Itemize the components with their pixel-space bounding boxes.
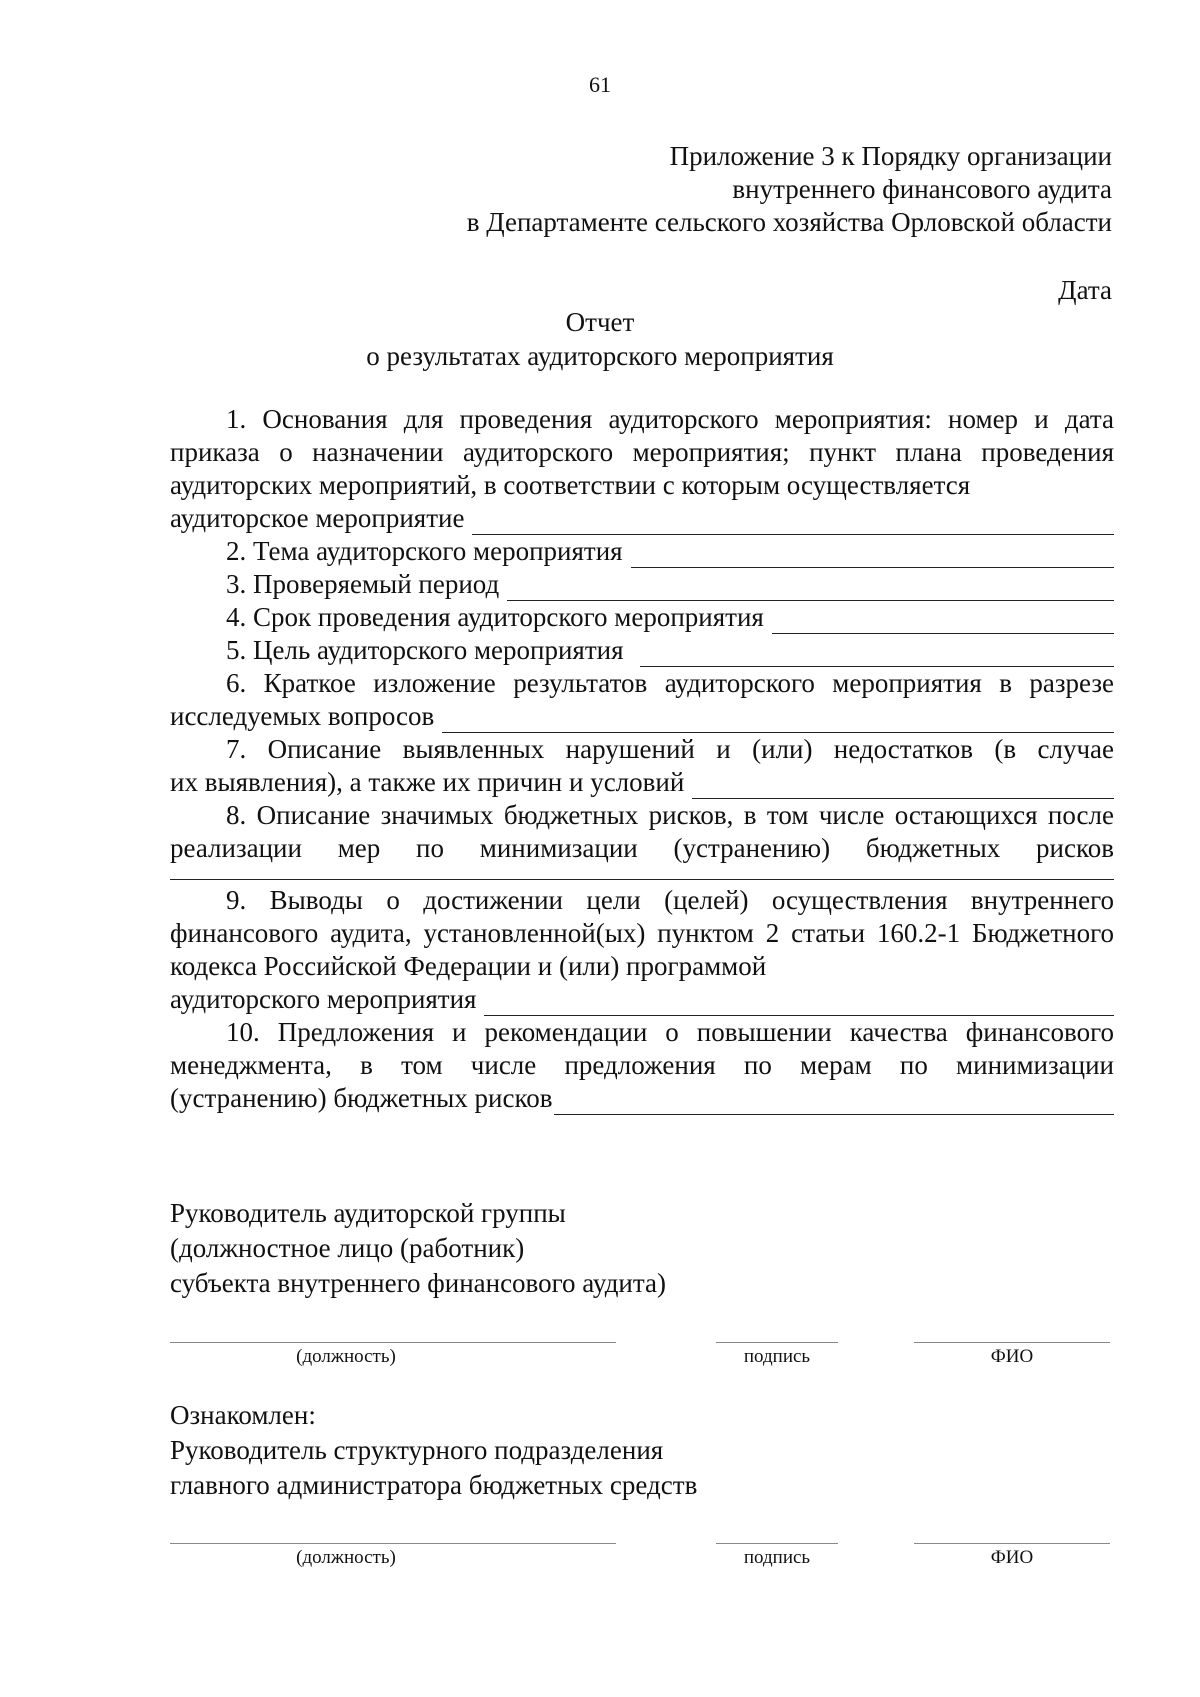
item-5-line [170, 634, 1114, 667]
item-8-fill-line[interactable] [170, 865, 1114, 880]
item-7-fill-line[interactable] [692, 774, 1114, 799]
audit-head-title: Руководитель аудиторской группы [170, 1198, 566, 1228]
item-10-text: 10. Предложения и рекомендации о повышении качества финансового менеджмента, в том числе предложения по мерам по минимизации [170, 1017, 1114, 1080]
name-caption: ФИО [990, 1547, 1034, 1568]
item-7-text: 7. Описание выявленных нарушений и (или) недостатков (в случае [226, 734, 1114, 764]
signature-field-line[interactable] [716, 1533, 838, 1544]
signature-caption: подпись [743, 1547, 811, 1568]
audit-head-subtitle: (должностное лицо (работник) [170, 1233, 525, 1263]
item-1-fill-line[interactable] [472, 510, 1114, 535]
signature-row [170, 1533, 1114, 1573]
item-6-fill-line[interactable] [442, 708, 1114, 733]
item-2-text: 2. Тема аудиторского мероприятия [226, 536, 623, 566]
item-9-line [170, 983, 1114, 1016]
name-field-line[interactable] [914, 1533, 1110, 1544]
page-number: 61 [589, 72, 611, 97]
audit-head-subtitle: субъекта внутреннего финансового аудита) [170, 1268, 666, 1298]
appendix-line: в Департаменте сельского хозяйства Орловской области [466, 207, 1112, 237]
item-4-line [170, 601, 1114, 634]
item-3-line [170, 568, 1114, 601]
signature-field-line[interactable] [716, 1332, 838, 1343]
item-7-line [170, 766, 1114, 799]
name-field-line[interactable] [914, 1332, 1110, 1343]
appendix-line: внутреннего финансового аудита [732, 174, 1112, 204]
acknowledgement-block [170, 1398, 697, 1503]
report-subtitle: о результатах аудиторского мероприятия [366, 341, 834, 371]
date-label: Дата [1058, 275, 1112, 305]
item-2-line [170, 535, 1114, 568]
item-4-text: 4. Срок проведения аудиторского мероприятия [226, 602, 764, 632]
division-head-title: Руководитель структурного подразделения [170, 1435, 664, 1465]
item-1-line [170, 502, 1114, 535]
item-9-fill-line[interactable] [484, 991, 1114, 1016]
item-10-tail: (устранению) бюджетных рисков [170, 1083, 553, 1113]
item-8-text: 8. Описание значимых бюджетных рисков, в том числе остающихся после реализации мер по минимизации (устранению) бюджетных рисков [170, 800, 1114, 863]
item-3-fill-line[interactable] [507, 576, 1114, 601]
item-9-text: 9. Выводы о достижении цели (целей) осуществления внутреннего финансового аудита, установленной(ых) пунктом 2 статьи 160.2-1 Бюджетного кодекса Российской Федерации и (или) программой [170, 885, 1114, 981]
position-caption: (должность) [296, 1547, 396, 1568]
item-5-text: 5. Цель аудиторского мероприятия [226, 635, 624, 665]
item-10-line [170, 1082, 1114, 1115]
name-caption: ФИО [990, 1346, 1034, 1367]
signature-row [170, 1332, 1114, 1372]
report-body [170, 403, 1114, 1115]
item-2-fill-line[interactable] [631, 543, 1114, 568]
acknowledged-label: Ознакомлен: [170, 1400, 316, 1430]
item-9-tail: аудиторского мероприятия [170, 984, 477, 1014]
audit-head-block [170, 1196, 666, 1301]
item-6-text: 6. Краткое изложение результатов аудиторского мероприятия в разрезе [226, 668, 1114, 698]
item-4-fill-line[interactable] [772, 609, 1114, 634]
report-title: Отчет [565, 307, 635, 337]
item-5-fill-line[interactable] [640, 642, 1115, 667]
appendix-line: Приложение 3 к Порядку организации [669, 141, 1112, 171]
position-field-line[interactable] [170, 1533, 616, 1544]
position-caption: (должность) [296, 1346, 396, 1367]
division-head-subtitle: главного администратора бюджетных средств [170, 1470, 698, 1500]
item-6-line [170, 700, 1114, 733]
item-7-tail: их выявления), а также их причин и условий [170, 767, 685, 797]
item-1-tail: аудиторское мероприятие [170, 503, 465, 533]
item-3-text: 3. Проверяемый период [226, 569, 500, 599]
signature-caption: подпись [743, 1346, 811, 1367]
item-1-text: 1. Основания для проведения аудиторского мероприятия: номер и дата приказа о назначении аудиторского мероприятия; пункт плана проведения аудиторских мероприятий, в соответствии с которым осуществляется [170, 404, 1114, 500]
appendix-header [467, 140, 1112, 239]
item-10-fill-line[interactable] [554, 1090, 1114, 1115]
item-6-tail: исследуемых вопросов [170, 701, 435, 731]
position-field-line[interactable] [170, 1332, 616, 1343]
